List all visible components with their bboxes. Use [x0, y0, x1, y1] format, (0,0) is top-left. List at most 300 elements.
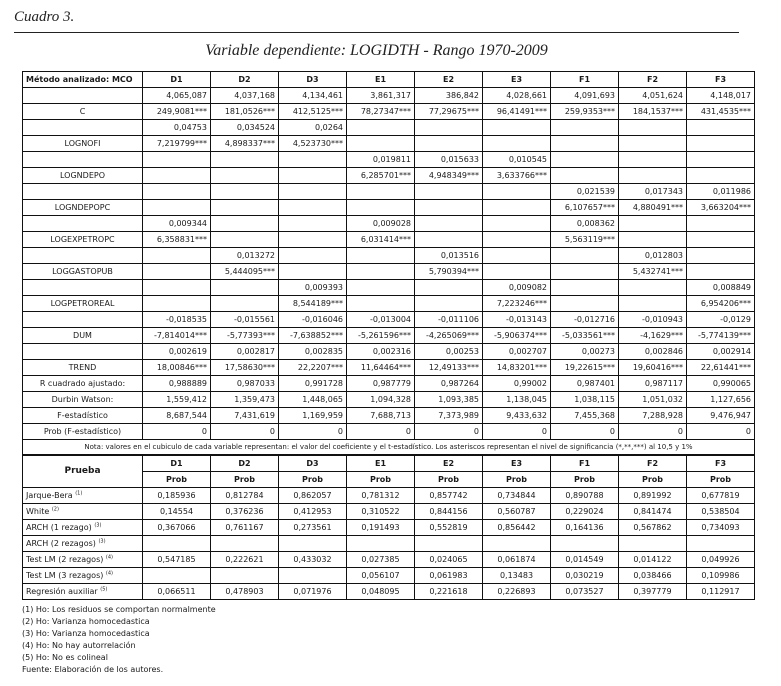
table-cell: 4,880491*** — [619, 200, 687, 216]
table-row — [23, 264, 755, 280]
test-cell — [211, 568, 279, 584]
test-cell: 0,376236 — [211, 504, 279, 520]
row-label — [23, 280, 143, 296]
table-cell — [347, 264, 415, 280]
table-row — [23, 360, 755, 376]
table-cell: 0,99002 — [483, 376, 551, 392]
test-column-header-f1: F1 — [551, 456, 619, 472]
table-row — [23, 312, 755, 328]
table-row — [23, 376, 755, 392]
test-cell: 0,857742 — [415, 488, 483, 504]
table-row — [23, 408, 755, 424]
test-cell: 0,677819 — [687, 488, 755, 504]
prueba-header: Prueba — [23, 456, 143, 488]
test-cell: 0,844156 — [415, 504, 483, 520]
test-cell: 0,027385 — [347, 552, 415, 568]
test-cell: 0,734093 — [687, 520, 755, 536]
test-label — [23, 520, 143, 536]
table-cell — [551, 280, 619, 296]
table-cell: -5,261596*** — [347, 328, 415, 344]
table-cell: 0,00253 — [415, 344, 483, 360]
test-cell: 0,13483 — [483, 568, 551, 584]
test-name: White — [26, 507, 50, 516]
test-column-header-e3: E3 — [483, 456, 551, 472]
table-cell: 19,22615*** — [551, 360, 619, 376]
prob-subheader: Prob — [347, 472, 415, 488]
table-cell: 96,41491*** — [483, 104, 551, 120]
table-cell: 6,107657*** — [551, 200, 619, 216]
table-cell: 4,028,661 — [483, 88, 551, 104]
test-name: ARCH (1 rezago) — [26, 523, 92, 532]
table-cell: 249,9081*** — [143, 104, 211, 120]
table-cell — [211, 296, 279, 312]
row-label — [23, 344, 143, 360]
table-cell: 14,83201*** — [483, 360, 551, 376]
table-cell: -7,814014*** — [143, 328, 211, 344]
test-column-header-d1: D1 — [143, 456, 211, 472]
footnote-line: (3) Ho: Varianza homocedastica — [22, 629, 150, 638]
test-cell: 0,856442 — [483, 520, 551, 536]
table-cell: 1,448,065 — [279, 392, 347, 408]
footnote-ref: (1) — [75, 490, 83, 497]
test-cell — [687, 536, 755, 552]
prob-subheader: Prob — [279, 472, 347, 488]
table-cell: 1,127,656 — [687, 392, 755, 408]
table-row — [23, 280, 755, 296]
table-cell: -4,265069*** — [415, 328, 483, 344]
table-cell: 4,148,017 — [687, 88, 755, 104]
table-cell: 7,219799*** — [143, 136, 211, 152]
table-cell: 0 — [347, 424, 415, 440]
table-row — [23, 328, 755, 344]
table-row — [23, 232, 755, 248]
prob-subheader: Prob — [687, 472, 755, 488]
table-cell — [211, 280, 279, 296]
table-cell: 4,051,624 — [619, 88, 687, 104]
table-cell — [143, 184, 211, 200]
test-cell: 0,061983 — [415, 568, 483, 584]
test-cell: 0,412953 — [279, 504, 347, 520]
table-cell — [551, 168, 619, 184]
table-cell: 0,009028 — [347, 216, 415, 232]
row-label: LOGNDEPO — [23, 168, 143, 184]
test-cell: 0,891992 — [619, 488, 687, 504]
footnote-ref: (2) — [51, 506, 59, 513]
test-cell: 0,164136 — [551, 520, 619, 536]
table-cell — [619, 296, 687, 312]
table-cell — [551, 120, 619, 136]
table-cell — [483, 264, 551, 280]
table-cell — [279, 184, 347, 200]
table-cell: 0,019811 — [347, 152, 415, 168]
test-cell: 0,812784 — [211, 488, 279, 504]
table-cell: 1,559,412 — [143, 392, 211, 408]
table-row — [23, 424, 755, 440]
prob-subheader: Prob — [415, 472, 483, 488]
table-cell — [279, 152, 347, 168]
table-cell — [687, 264, 755, 280]
table-cell — [551, 296, 619, 312]
table-cell: 0,009393 — [279, 280, 347, 296]
table-row — [23, 248, 755, 264]
column-header-f3: F3 — [687, 72, 755, 88]
test-label — [23, 584, 143, 600]
row-label — [23, 248, 143, 264]
table-cell: 4,091,693 — [551, 88, 619, 104]
regression-table — [22, 71, 755, 455]
table-row — [23, 104, 755, 120]
footnotes — [22, 604, 739, 676]
table-cell — [415, 232, 483, 248]
table-cell: -4,1629*** — [619, 328, 687, 344]
test-cell: 0,024065 — [415, 552, 483, 568]
table-cell: 6,954206*** — [687, 296, 755, 312]
table-cell — [347, 184, 415, 200]
table-cell — [483, 216, 551, 232]
test-cell: 0,056107 — [347, 568, 415, 584]
table-cell: 386,842 — [415, 88, 483, 104]
test-cell: 0,552819 — [415, 520, 483, 536]
row-label: LOGNDEPOPC — [23, 200, 143, 216]
table-cell: 22,61441*** — [687, 360, 755, 376]
row-label — [23, 152, 143, 168]
row-label: DUM — [23, 328, 143, 344]
test-cell: 0,071976 — [279, 584, 347, 600]
row-label — [23, 120, 143, 136]
test-name: Regresión auxiliar — [26, 587, 98, 596]
footnote-ref: (4) — [105, 570, 113, 577]
table-cell — [143, 200, 211, 216]
table-cell: 0,034524 — [211, 120, 279, 136]
table-cell — [619, 152, 687, 168]
table-cell — [619, 232, 687, 248]
footnote-line: (4) Ho: No hay autorrelación — [22, 641, 136, 650]
table-cell — [143, 168, 211, 184]
table-cell: 0 — [619, 424, 687, 440]
table-cell: 412,5125*** — [279, 104, 347, 120]
test-cell: 0,014549 — [551, 552, 619, 568]
table-cell: 0,002846 — [619, 344, 687, 360]
table-cell — [415, 280, 483, 296]
table-cell — [279, 200, 347, 216]
column-header-e2: E2 — [415, 72, 483, 88]
table-cell: 0,009344 — [143, 216, 211, 232]
table-cell: 0,002914 — [687, 344, 755, 360]
table-cell — [347, 296, 415, 312]
table-cell — [619, 168, 687, 184]
footnote-line: (2) Ho: Varianza homocedastica — [22, 617, 150, 626]
test-cell: 0,397779 — [619, 584, 687, 600]
table-cell — [687, 216, 755, 232]
table-cell: 0,002835 — [279, 344, 347, 360]
test-cell: 0,048095 — [347, 584, 415, 600]
table-cell: 3,663204*** — [687, 200, 755, 216]
column-header-f2: F2 — [619, 72, 687, 88]
table-cell: -0,013004 — [347, 312, 415, 328]
row-label — [23, 312, 143, 328]
table-cell: 0,015633 — [415, 152, 483, 168]
test-row — [23, 568, 755, 584]
table-cell — [211, 200, 279, 216]
table-cell — [483, 120, 551, 136]
table-cell — [415, 120, 483, 136]
table-cell: 0,00273 — [551, 344, 619, 360]
table-cell: 19,60416*** — [619, 360, 687, 376]
table-cell: 11,64464*** — [347, 360, 415, 376]
test-cell — [415, 536, 483, 552]
table-cell: 3,861,317 — [347, 88, 415, 104]
test-cell: 0,049926 — [687, 552, 755, 568]
test-label — [23, 504, 143, 520]
test-cell: 0,310522 — [347, 504, 415, 520]
table-cell — [279, 248, 347, 264]
test-cell: 0,073527 — [551, 584, 619, 600]
table-cell — [687, 232, 755, 248]
table-cell: 4,065,087 — [143, 88, 211, 104]
table-cell: 1,093,385 — [415, 392, 483, 408]
table-cell: 0,987033 — [211, 376, 279, 392]
table-row — [23, 392, 755, 408]
prob-subheader: Prob — [551, 472, 619, 488]
table-row — [23, 88, 755, 104]
test-cell: 0,478903 — [211, 584, 279, 600]
table-cell — [211, 232, 279, 248]
test-cell — [143, 536, 211, 552]
footnote-line: (1) Ho: Los residuos se comportan normalmente — [22, 605, 216, 614]
note-row — [23, 440, 755, 455]
table-cell: 1,169,959 — [279, 408, 347, 424]
column-header-e1: E1 — [347, 72, 415, 88]
table-cell: 0,008362 — [551, 216, 619, 232]
table-row — [23, 216, 755, 232]
table-cell: 0,002707 — [483, 344, 551, 360]
table-cell — [211, 152, 279, 168]
table-cell — [551, 264, 619, 280]
table-row — [23, 168, 755, 184]
table-cell — [687, 152, 755, 168]
table-cell: 17,58630*** — [211, 360, 279, 376]
test-column-header-f3: F3 — [687, 456, 755, 472]
table-cell: 0 — [279, 424, 347, 440]
test-cell — [551, 536, 619, 552]
test-name: Jarque-Bera — [26, 491, 73, 500]
row-label: C — [23, 104, 143, 120]
row-label: LOGNOFI — [23, 136, 143, 152]
table-cell: 181,0526*** — [211, 104, 279, 120]
table-row — [23, 152, 755, 168]
test-cell: 0,433032 — [279, 552, 347, 568]
test-cell: 0,112917 — [687, 584, 755, 600]
table-cell: 4,037,168 — [211, 88, 279, 104]
test-row — [23, 488, 755, 504]
table-cell — [279, 168, 347, 184]
table-cell: 0,021539 — [551, 184, 619, 200]
test-cell: 0,221618 — [415, 584, 483, 600]
table-cell — [619, 280, 687, 296]
column-header-e3: E3 — [483, 72, 551, 88]
test-cell: 0,273561 — [279, 520, 347, 536]
table-cell: 431,4535*** — [687, 104, 755, 120]
table-cell: 8,687,544 — [143, 408, 211, 424]
table-cell: -0,016046 — [279, 312, 347, 328]
test-column-header-e2: E2 — [415, 456, 483, 472]
test-cell — [347, 536, 415, 552]
test-cell: 0,560787 — [483, 504, 551, 520]
table-cell — [279, 232, 347, 248]
table-cell: -0,018535 — [143, 312, 211, 328]
table-cell — [483, 184, 551, 200]
table-cell: 0 — [143, 424, 211, 440]
prob-subheader: Prob — [483, 472, 551, 488]
test-row — [23, 520, 755, 536]
test-column-header-d2: D2 — [211, 456, 279, 472]
prob-subheader: Prob — [211, 472, 279, 488]
table-cell — [619, 120, 687, 136]
table-cell: -0,010943 — [619, 312, 687, 328]
test-name: Test LM (2 rezagos) — [26, 555, 104, 564]
row-label: F-estadístico — [23, 408, 143, 424]
test-row — [23, 536, 755, 552]
test-cell — [211, 536, 279, 552]
column-header-f1: F1 — [551, 72, 619, 88]
test-cell: 0,030219 — [551, 568, 619, 584]
table-cell — [483, 232, 551, 248]
test-cell — [619, 536, 687, 552]
test-cell: 0,109986 — [687, 568, 755, 584]
row-label: R cuadrado ajustado: — [23, 376, 143, 392]
table-cell: 0 — [687, 424, 755, 440]
table-cell: 6,031414*** — [347, 232, 415, 248]
prob-subheader: Prob — [143, 472, 211, 488]
footnote-ref: (3) — [94, 522, 102, 529]
table-cell: 6,358831*** — [143, 232, 211, 248]
test-row — [23, 552, 755, 568]
prob-subheader: Prob — [619, 472, 687, 488]
row-label: LOGEXPETROPC — [23, 232, 143, 248]
row-label — [23, 216, 143, 232]
test-cell: 0,547185 — [143, 552, 211, 568]
test-column-header-f2: F2 — [619, 456, 687, 472]
table-cell: 0,002619 — [143, 344, 211, 360]
table-cell — [211, 216, 279, 232]
test-column-header-e1: E1 — [347, 456, 415, 472]
table-cell — [619, 216, 687, 232]
test-cell: 0,781312 — [347, 488, 415, 504]
footnote-line: (5) Ho: No es colineal — [22, 653, 108, 662]
table-cell: -0,015561 — [211, 312, 279, 328]
table-cell — [483, 200, 551, 216]
table-cell — [415, 184, 483, 200]
column-header-d3: D3 — [279, 72, 347, 88]
table-cell: 3,633766*** — [483, 168, 551, 184]
table-cell: 0,990065 — [687, 376, 755, 392]
test-label — [23, 488, 143, 504]
table-row — [23, 136, 755, 152]
table-cell: 5,444095*** — [211, 264, 279, 280]
table-cell: 0,008849 — [687, 280, 755, 296]
test-cell: 0,229024 — [551, 504, 619, 520]
table-cell: 1,094,328 — [347, 392, 415, 408]
table-cell: 5,790394*** — [415, 264, 483, 280]
table-cell: -5,77393*** — [211, 328, 279, 344]
table-cell: 4,948349*** — [415, 168, 483, 184]
table-cell: 0,013272 — [211, 248, 279, 264]
table-cell: 0,013516 — [415, 248, 483, 264]
test-cell: 0,185936 — [143, 488, 211, 504]
test-cell: 0,890788 — [551, 488, 619, 504]
significance-note: Nota: valores en el cubiculo de cada variable representan: el valor del coeficiente y el t-estadístico. Los asteriscos representan el nivel de significancia (*,**,***) al 10,5 y 1% — [23, 440, 755, 455]
footnote-ref: (4) — [105, 554, 113, 561]
table-cell: -5,774139*** — [687, 328, 755, 344]
table-cell — [143, 152, 211, 168]
row-label: Durbin Watson: — [23, 392, 143, 408]
test-cell: 0,862057 — [279, 488, 347, 504]
table-subtitle: Variable dependiente: LOGIDTH - Rango 1970-2009 — [205, 42, 548, 59]
table-cell: 5,432741*** — [619, 264, 687, 280]
table-cell: 7,373,989 — [415, 408, 483, 424]
table-cell: 0 — [551, 424, 619, 440]
table-cell: -5,906374*** — [483, 328, 551, 344]
table-cell — [687, 120, 755, 136]
table-cell: 0 — [483, 424, 551, 440]
table-cell — [211, 168, 279, 184]
table-cell: 12,49133*** — [415, 360, 483, 376]
table-row — [23, 344, 755, 360]
table-cell — [279, 216, 347, 232]
test-cell: 0,841474 — [619, 504, 687, 520]
table-row — [23, 120, 755, 136]
table-cell — [143, 264, 211, 280]
table-cell: 7,455,368 — [551, 408, 619, 424]
table-cell — [551, 152, 619, 168]
table-cell: 4,523730*** — [279, 136, 347, 152]
column-header-d2: D2 — [211, 72, 279, 88]
test-cell: 0,014122 — [619, 552, 687, 568]
diagnostic-tests-table — [22, 455, 755, 600]
test-cell: 0,061874 — [483, 552, 551, 568]
table-cell: -7,638852*** — [279, 328, 347, 344]
table-cell — [211, 184, 279, 200]
table-cell — [347, 280, 415, 296]
table-cell — [687, 168, 755, 184]
footnote-ref: (3) — [98, 538, 106, 545]
test-cell: 0,222621 — [211, 552, 279, 568]
table-cell — [551, 248, 619, 264]
row-label — [23, 88, 143, 104]
table-cell: 0 — [211, 424, 279, 440]
table-cell: 0,002316 — [347, 344, 415, 360]
table-cell: 1,051,032 — [619, 392, 687, 408]
test-cell — [279, 568, 347, 584]
test-cell: 0,567862 — [619, 520, 687, 536]
table-cell: 184,1537*** — [619, 104, 687, 120]
table-cell: 0,987779 — [347, 376, 415, 392]
table-cell: -0,012716 — [551, 312, 619, 328]
table-cell — [347, 120, 415, 136]
row-label: Prob (F-estadístico) — [23, 424, 143, 440]
test-cell — [279, 536, 347, 552]
table-cell: 0,002817 — [211, 344, 279, 360]
method-header: Método analizado: MCO — [23, 72, 143, 88]
table-row — [23, 296, 755, 312]
table-cell: 259,9353*** — [551, 104, 619, 120]
test-name: ARCH (2 rezagos) — [26, 539, 96, 548]
test-cell — [483, 536, 551, 552]
row-label: LOGGASTOPUB — [23, 264, 143, 280]
table-cell: 0,009082 — [483, 280, 551, 296]
table-cell: 8,544189*** — [279, 296, 347, 312]
table-cell: 9,433,632 — [483, 408, 551, 424]
